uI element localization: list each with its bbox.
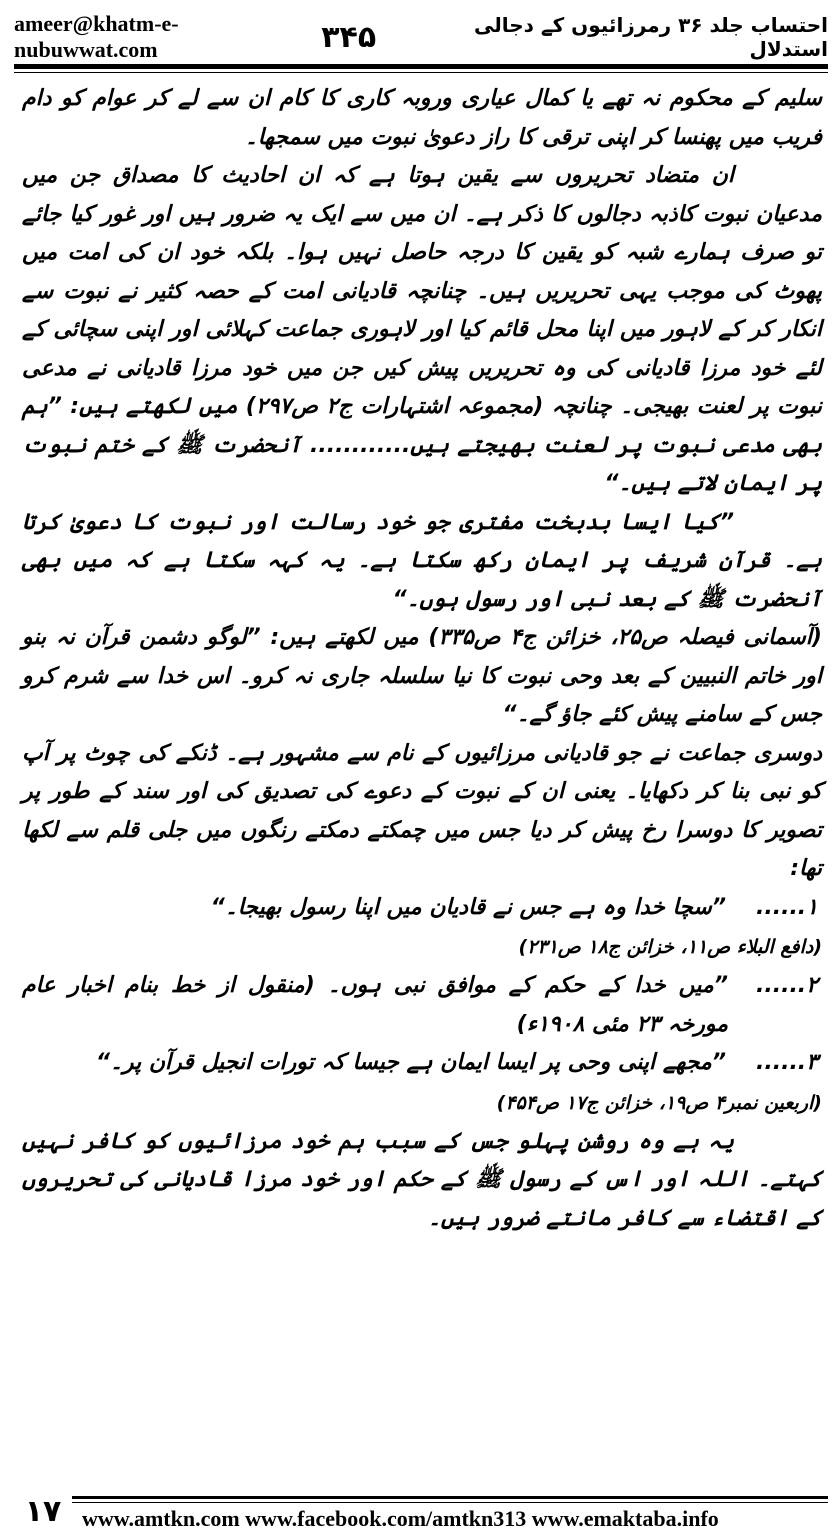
reference-2: (اربعین نمبر۴ ص۱۹، خزائن ج۱۷ ص۴۵۴) <box>496 1091 822 1114</box>
page-number: ۳۴۵ <box>321 19 377 55</box>
list-item-1 <box>22 889 822 928</box>
page-body <box>22 80 822 1238</box>
header-title: احتساب جلد ۳۶ رمرزائیوں کے دجالی استدلال <box>473 13 828 61</box>
header-rule-thin <box>14 72 828 73</box>
header-email[interactable]: ameer@khatm-e-nubuwwat.com <box>14 11 179 62</box>
reference-1: (دافع البلاء ص۱۱، خزائن ج۱۸ ص۲۳۱) <box>518 936 822 958</box>
footer-sheet-number: ۱۷ <box>24 1494 62 1529</box>
paragraph-1: سلیم کے محکوم نہ تھے یا کمال عیاری وروبہ کاری کا کام ان سے لے کر عوام کو دام فریب میں پھنسا کر اپنی ترقی کا راز دعویٰ نبوت میں سمجھا۔ <box>22 86 822 150</box>
header-title-group <box>321 13 828 61</box>
paragraph-2: ان متضاد تحریروں سے یقین ہوتا ہے کہ ان احادیث کا مصداق جن میں مدعیان نبوت کاذبہ دجالوں کا ذکر ہے۔ ان میں سے ایک یہ ضرور ہیں اور غور کیا جائے تو صرف ہمارے شبہ کو یقین کا درجہ حاصل نہیں ہوا۔ بلکہ خود ان کی امت میں پھوٹ کی موجب یہی تحریریں ہیں۔ چنانچہ قادیانی امت کے حصہ کثیر نے نبوت سے انکار کر کے لاہور میں اپنا محل قائم کیا اور لاہوری جماعت کہلائی اور اپنی سچائی کے لئے خود مرزا قادیانی کی وہ تحریریں پیش کیں جن میں خود مرزا قادیانی نے مدعی نبوت پر لعنت بھیجی۔ چنانچہ (مجموعہ اشتہارات ج۲ ص۲۹۷) میں لکھتے ہیں: ”ہم بھی مدعی نبوت پر لعنت بھیجتے ہیں............ آنحضرت ﷺ کے ختم نبوت پر ایمان لاتے ہیں۔“ <box>22 163 822 496</box>
header-rule-thick <box>14 64 828 69</box>
list-item-3 <box>22 1044 822 1083</box>
list-item-1-text: ”سچا خدا وہ ہے جس نے قادیان میں اپنا رسول بھیجا۔“ <box>210 894 727 920</box>
list-item-2-number: ۲...... <box>756 973 818 998</box>
paragraph-3: ”کیا ایسا بدبخت مفتری جو خود رسالت اور نبوت کا دعویٰ کرتا ہے۔ قرآن شریف پر ایمان رکھ سکتا ہے۔ یہ کہہ سکتا ہے کہ میں بھی آنحضرت ﷺ کے بعد نبی اور رسول ہوں۔“ <box>22 509 822 612</box>
paragraph-4: (آسمانی فیصلہ ص۲۵، خزائن ج۴ ص۳۳۵) میں لکھتے ہیں: ”لوگو دشمن قرآن نہ بنو اور خاتم النبیین کے بعد وحی نبوت کا نیا سلسلہ جاری نہ کرو۔ اس خدا سے شرم کرو جس کے سامنے پیش کئے جاؤ گے۔“ <box>22 625 822 727</box>
footer-rule-thick <box>72 1496 828 1499</box>
list-item-1-number: ۱...... <box>756 894 818 920</box>
list-item-3-text: ”مجھے اپنی وحی پر ایسا ایمان ہے جیسا کہ تورات انجیل قرآن پر۔“ <box>95 1050 727 1075</box>
list-item-2 <box>22 967 822 1044</box>
list-item-2-text: ”میں خدا کے حکم کے موافق نبی ہوں۔ (منقول از خط بنام اخبار عام مورخہ ۲۳ مئی ۱۹۰۸ء) <box>22 973 728 1037</box>
paragraph-5: دوسری جماعت نے جو قادیانی مرزائیوں کے نام سے مشہور ہے۔ ڈنکے کی چوٹ پر آپ کو نبی بنا کر دکھایا۔ یعنی ان کے نبوت کے دعوے کی تصدیق کی اور سند کے طور پر تصویر کا دوسرا رخ پیش کر دیا جس میں چمکتے دمکتے رنگوں میں جلی قلم سے لکھا تھا: <box>22 740 822 881</box>
page-header <box>14 11 828 62</box>
footer-rule-thin <box>72 1502 828 1503</box>
list-item-3-number: ۳...... <box>756 1050 818 1075</box>
footer-links[interactable]: www.amtkn.com www.facebook.com/amtkn313 www.emaktaba.info <box>82 1506 719 1531</box>
page-footer <box>12 1492 828 1532</box>
paragraph-6: یہ ہے وہ روشن پہلو جس کے سبب ہم خود مرزائیوں کو کافر نہیں کہتے۔ اللہ اور اس کے رسول ﷺ کے حکم اور خود مرزا قادیانی کی تحریروں کے اقتضاء سے کافر مانتے ضرور ہیں۔ <box>22 1128 822 1231</box>
